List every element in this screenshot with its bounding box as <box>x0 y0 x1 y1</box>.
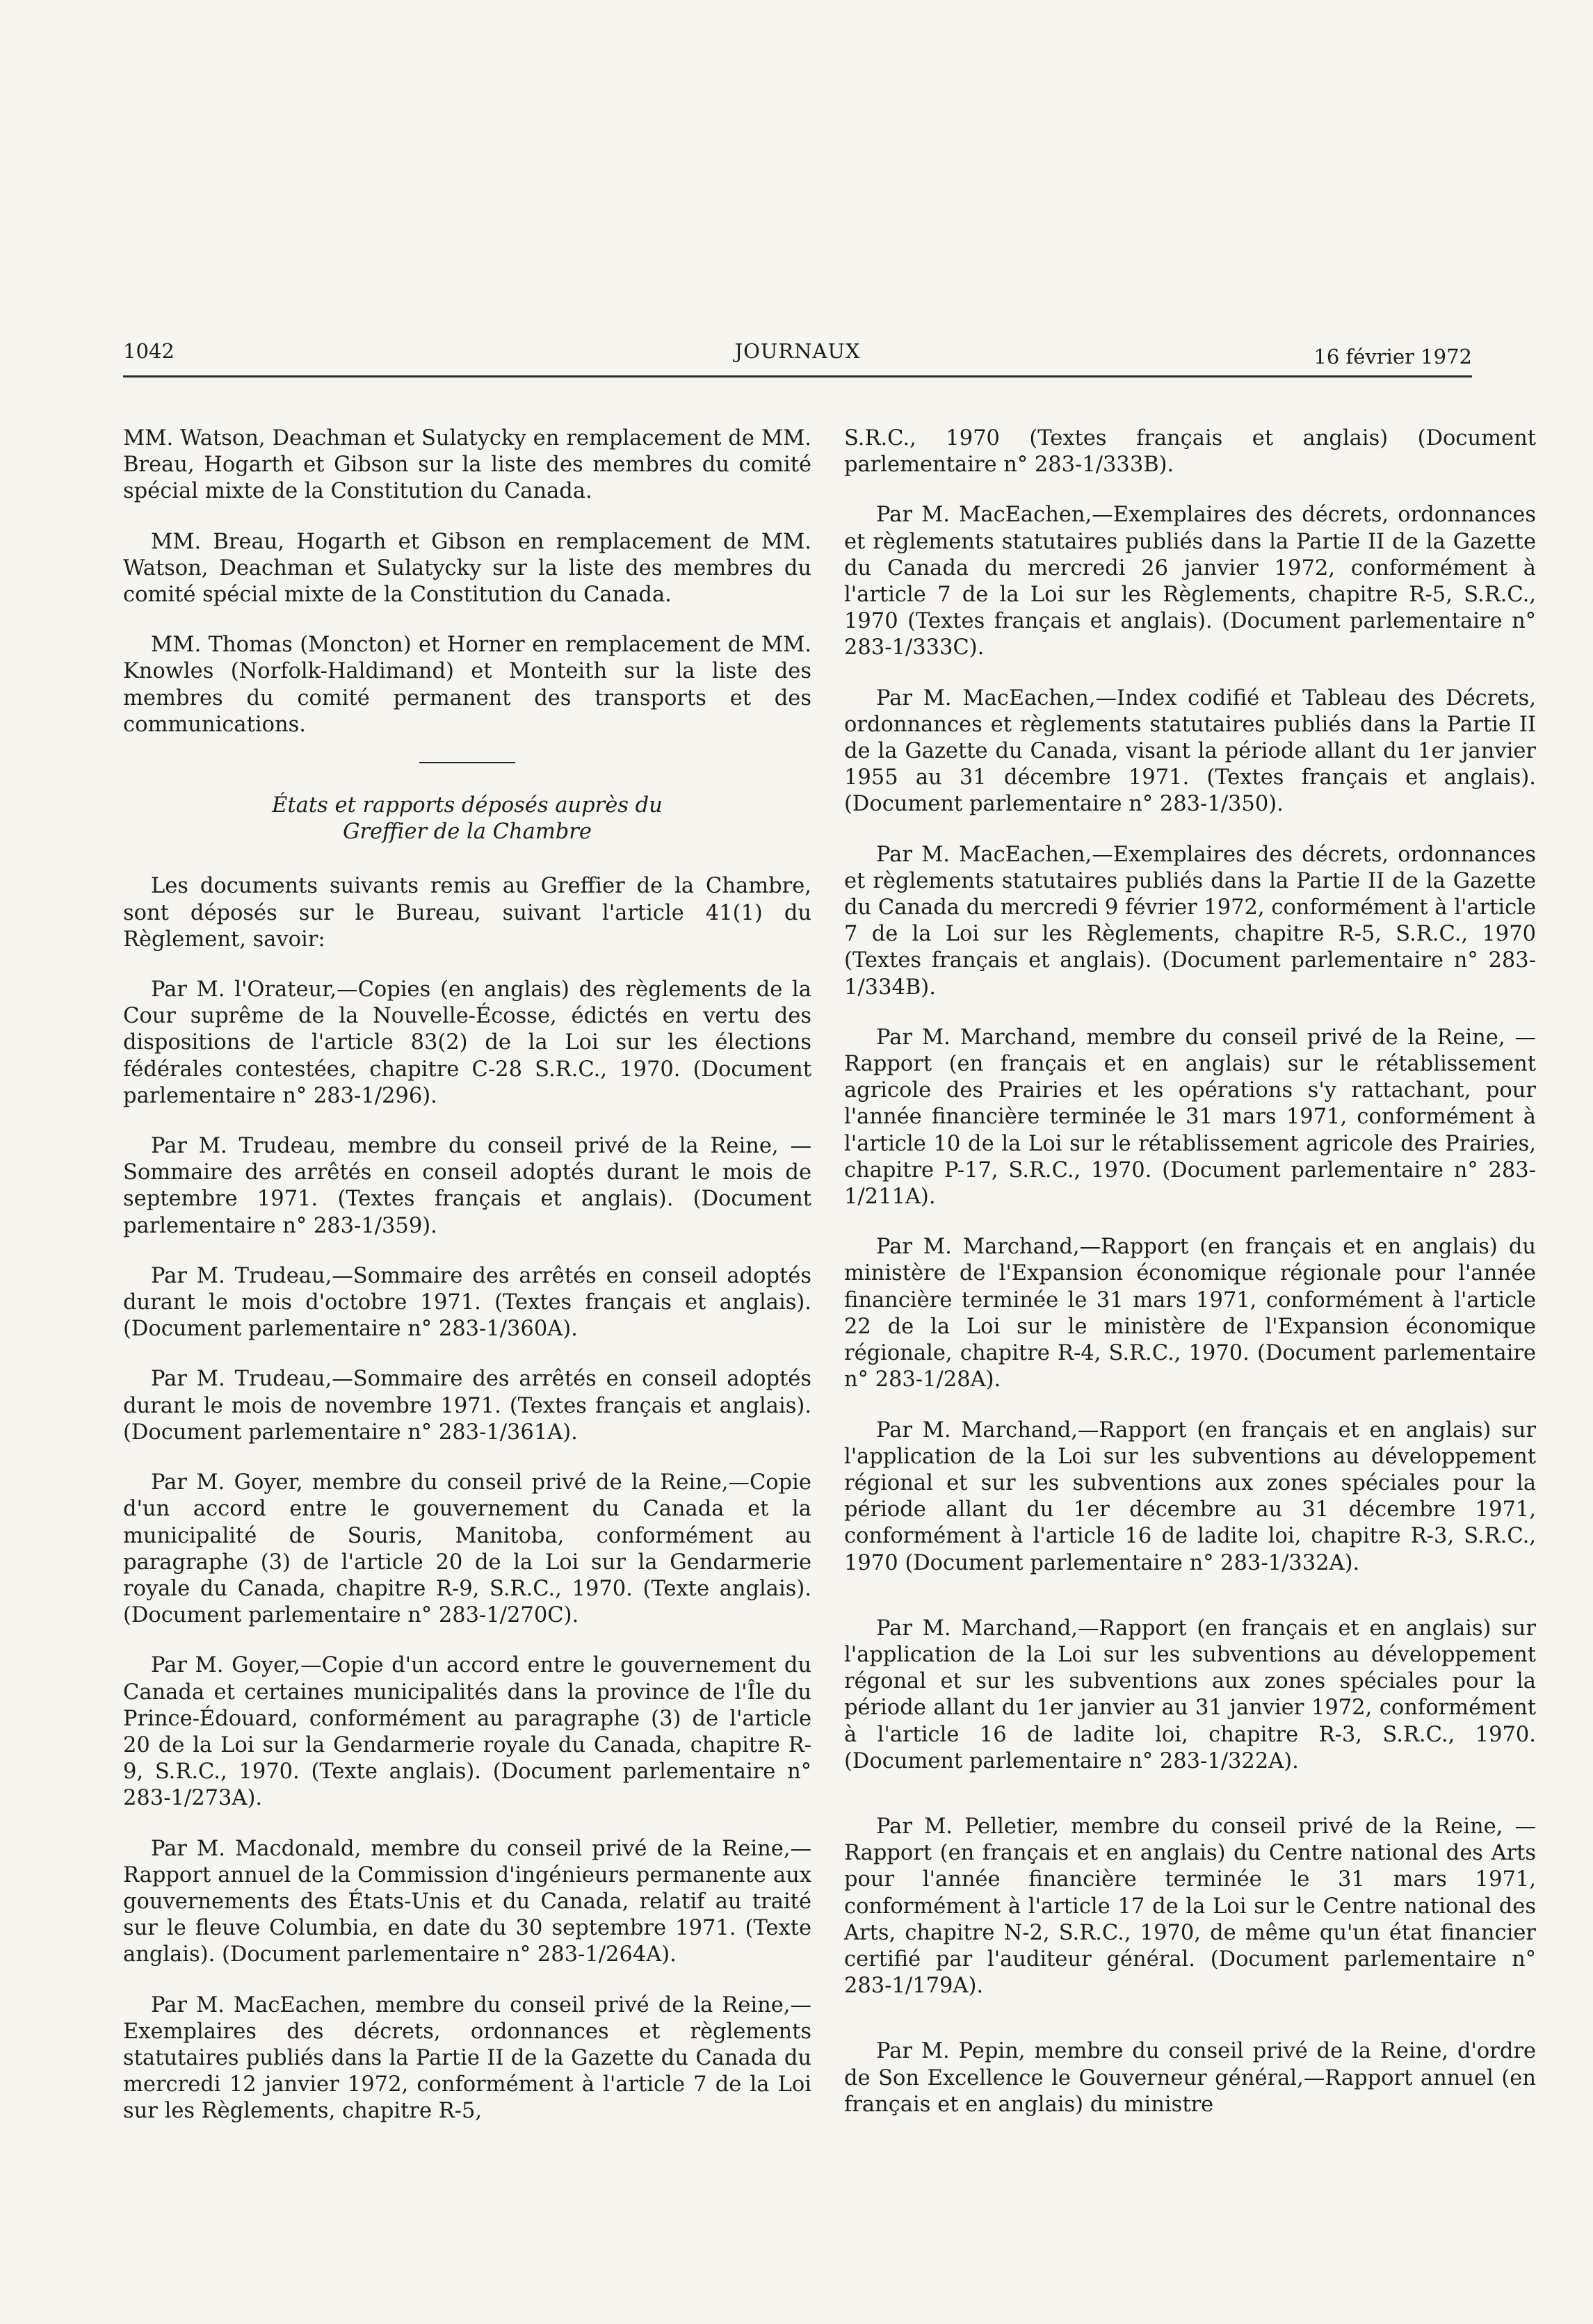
paragraph: Par M. MacEachen,—Index codifié et Tableau des Décrets, ordonnances et règlements statutaires publiés dans la Partie II de la Gazette du Canada, visant la période allant du 1er janvier 1955 au 31 décembre 1971. (Textes français et anglais). (Document parlementaire n° 283-1/350). <box>844 685 1536 817</box>
paragraph: Par M. MacEachen, membre du conseil privé de la Reine,—Exemplaires des décrets, ordonnances et règlements statutaires publiés dans la Partie II de la Gazette du Canada du mercredi 12 janvier 1972, conformément à l'article 7 de la Loi sur les Règlements, chapitre R-5, <box>123 1992 811 2124</box>
paragraph: Par M. Macdonald, membre du conseil privé de la Reine,—Rapport annuel de la Commission d'ingénieurs permanente aux gouvernements des États-Unis et du Canada, relatif au traité sur le fleuve Columbia, en date du 30 septembre 1971. (Texte anglais). (Document parlementaire n° 283-1/264A). <box>123 1836 811 1967</box>
paragraph: Les documents suivants remis au Greffier de la Chambre, sont déposés sur le Bureau, suivant l'article 41(1) du Règlement, savoir: <box>123 874 811 952</box>
paragraph: Par M. Marchand,—Rapport (en français et en anglais) sur l'application de la Loi sur les subventions au développement régonal et sur les subventions aux zones spéciales pour la période allant du 1er janvier au 31 janvier 1972, conformément à l'article 16 de ladite loi, chapitre R-3, S.R.C., 1970. (Document parlementaire n° 283-1/322A). <box>844 1616 1536 1773</box>
paragraph: Par M. Trudeau,—Sommaire des arrêtés en conseil adoptés durant le mois d'octobre 1971. (Textes français et anglais). (Document parlementaire n° 283-1/360A). <box>123 1263 811 1342</box>
paragraph: Par M. Marchand,—Rapport (en français et en anglais) sur l'application de la Loi sur les subventions au développement régional et sur les subventions aux zones spéciales pour la période allant du 1er décembre au 31 décembre 1971, conformément à l'article 16 de ladite loi, chapitre R-3, S.R.C., 1970 (Document parlementaire n° 283-1/332A). <box>844 1417 1536 1575</box>
paragraph: Par M. Goyer,—Copie d'un accord entre le gouvernement du Canada et certaines municipalités dans la province de l'Île du Prince-Édouard, conformément au paragraphe (3) de l'article 20 de la Loi sur la Gendarmerie royale du Canada, chapitre R-9, S.R.C., 1970. (Texte anglais). (Document parlementaire n° 283-1/273A). <box>123 1653 811 1811</box>
header-date: 16 février 1972 <box>1313 345 1472 368</box>
paragraph: Par M. MacEachen,—Exemplaires des décrets, ordonnances et règlements statutaires publiés dans la Partie II de la Gazette du Canada du mercredi 26 janvier 1972, conformément à l'article 7 de la Loi sur les Règlements, chapitre R-5, S.R.C., 1970 (Textes français et anglais). (Document parlementaire n° 283-1/333C). <box>844 503 1536 660</box>
paragraph: S.R.C., 1970 (Textes français et anglais) (Document parlementaire n° 283-1/333B). <box>844 426 1536 478</box>
paragraph: Par M. Marchand,—Rapport (en français et en anglais) du ministère de l'Expansion économique régionale pour l'année financière terminée le 31 mars 1971, conformément à l'article 22 de la Loi sur le ministère de l'Expansion économique régionale, chapitre R-4, S.R.C., 1970. (Document parlementaire n° 283-1/28A). <box>844 1235 1536 1392</box>
paragraph: Par M. Trudeau, membre du conseil privé de la Reine, —Sommaire des arrêtés en conseil adoptés durant le mois de septembre 1971. (Textes français et anglais). (Document parlementaire n° 283-1/359). <box>123 1134 811 1238</box>
section-divider <box>419 762 515 763</box>
paragraph: MM. Breau, Hogarth et Gibson en remplacement de MM. Watson, Deachman et Sulatycky sur la liste des membres du comité spécial mixte de la Constitution du Canada. <box>123 529 811 608</box>
page-header <box>123 332 1472 377</box>
paragraph: Par M. Trudeau,—Sommaire des arrêtés en conseil adoptés durant le mois de novembre 1971. (Textes français et anglais). (Document parlementaire n° 283-1/361A). <box>123 1367 811 1445</box>
section-title-line: États et rapports déposés auprès du <box>272 793 663 818</box>
paragraph: Par M. Goyer, membre du conseil privé de la Reine,—Copie d'un accord entre le gouvernement du Canada et la municipalité de Souris, Manitoba, conformément au paragraphe (3) de l'article 20 de la Loi sur la Gendarmerie royale du Canada, chapitre R-9, S.R.C., 1970. (Texte anglais). (Document parlementaire n° 283-1/270C). <box>123 1470 811 1628</box>
paragraph: Par M. Pelletier, membre du conseil privé de la Reine, —Rapport (en français et en anglais) du Centre national des Arts pour l'année financière terminée le 31 mars 1971, conformément à l'article 17 de la Loi sur le Centre national des Arts, chapitre N-2, S.R.C., 1970, de même qu'un état financier certifié par l'auditeur général. (Document parlementaire n° 283-1/179A). <box>844 1814 1536 1999</box>
page-number: 1042 <box>123 339 175 363</box>
paragraph: MM. Thomas (Moncton) et Horner en remplacement de MM. Knowles (Norfolk-Haldimand) et Monteith sur la liste des membres du comité permanent des transports et des communications. <box>123 633 811 737</box>
paragraph: Par M. Marchand, membre du conseil privé de la Reine, —Rapport (en français et en anglais) sur le rétablissement agricole des Prairies et les opérations s'y rattachant, pour l'année financière terminée le 31 mars 1971, conformément à l'article 10 de la Loi sur le rétablissement agricole des Prairies, chapitre P-17, S.R.C., 1970. (Document parlementaire n° 283-1/211A). <box>844 1025 1536 1210</box>
paragraph: MM. Watson, Deachman et Sulatycky en remplacement de MM. Breau, Hogarth et Gibson sur la liste des membres du comité spécial mixte de la Constitution du Canada. <box>123 426 811 504</box>
right-column <box>844 425 1536 2142</box>
paragraph: Par M. MacEachen,—Exemplaires des décrets, ordonnances et règlements statutaires publiés dans la Partie II de la Gazette du Canada du mercredi 9 février 1972, conformément à l'article 7 de la Loi sur les Règlements, chapitre R-5, S.R.C., 1970 (Textes français et anglais). (Document parlementaire n° 283-1/334B). <box>844 842 1536 1000</box>
section-title <box>123 793 811 845</box>
left-column <box>123 425 811 2149</box>
section-title-line: Greffier de la Chambre <box>343 820 592 845</box>
paragraph: Par M. Pepin, membre du conseil privé de la Reine, d'ordre de Son Excellence le Gouverneur général,—Rapport annuel (en français et en anglais) du ministre <box>844 2039 1536 2117</box>
paragraph: Par M. l'Orateur,—Copies (en anglais) des règlements de la Cour suprême de la Nouvelle-Écosse, édictés en vertu des dispositions de l'article 83(2) de la Loi sur les élections fédérales contestées, chapitre C-28 S.R.C., 1970. (Document parlementaire n° 283-1/296). <box>123 977 811 1108</box>
running-title: JOURNAUX <box>734 339 861 363</box>
